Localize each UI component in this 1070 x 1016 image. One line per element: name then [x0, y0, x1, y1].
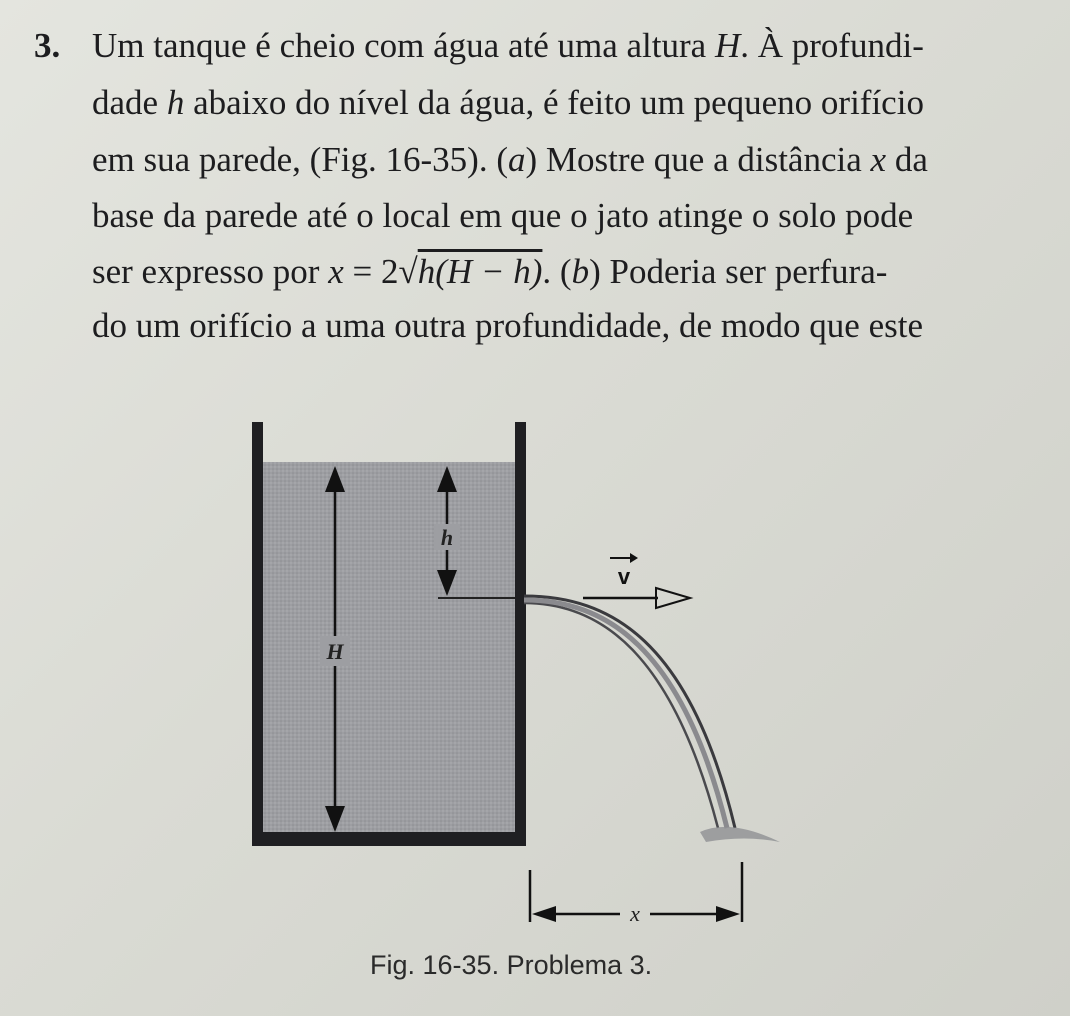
sqrt-sign: √ — [398, 252, 418, 291]
problem-line-3: em sua parede, (Fig. 16-35). (a) Mostre que a distância x da — [92, 140, 928, 179]
tank-right-wall — [515, 422, 526, 846]
problem-line-5: ser expresso por x = 2√h(H − h). (b) Poderia ser perfura- — [92, 252, 888, 291]
problem-line-1: Um tanque é cheio com água até uma altura H. À profundi- — [92, 26, 924, 65]
label-x: x — [630, 901, 640, 926]
water-body — [262, 462, 516, 832]
water-jet — [524, 596, 780, 842]
tank-bottom — [252, 832, 526, 846]
formula-eq: = 2 — [343, 252, 399, 291]
tank-left-wall — [252, 422, 263, 846]
sqrt-radicand: h(H − h) — [417, 252, 543, 291]
problem-line-2: dade h abaixo do nível da água, é feito um pequeno orifício — [92, 83, 924, 122]
velocity-arrow — [583, 553, 690, 608]
problem-number: 3. — [34, 26, 61, 65]
formula-x: x — [328, 252, 344, 291]
label-H: H — [326, 639, 344, 664]
problem-line-4: base da parede até o local em que o jato atinge o solo pode — [92, 196, 914, 235]
figure-caption: Fig. 16-35. Problema 3. — [370, 950, 653, 980]
label-h: h — [440, 525, 454, 550]
label-v: v — [617, 564, 631, 589]
problem-line-6: do um orifício a uma outra profundidade, de modo que este — [92, 306, 924, 345]
